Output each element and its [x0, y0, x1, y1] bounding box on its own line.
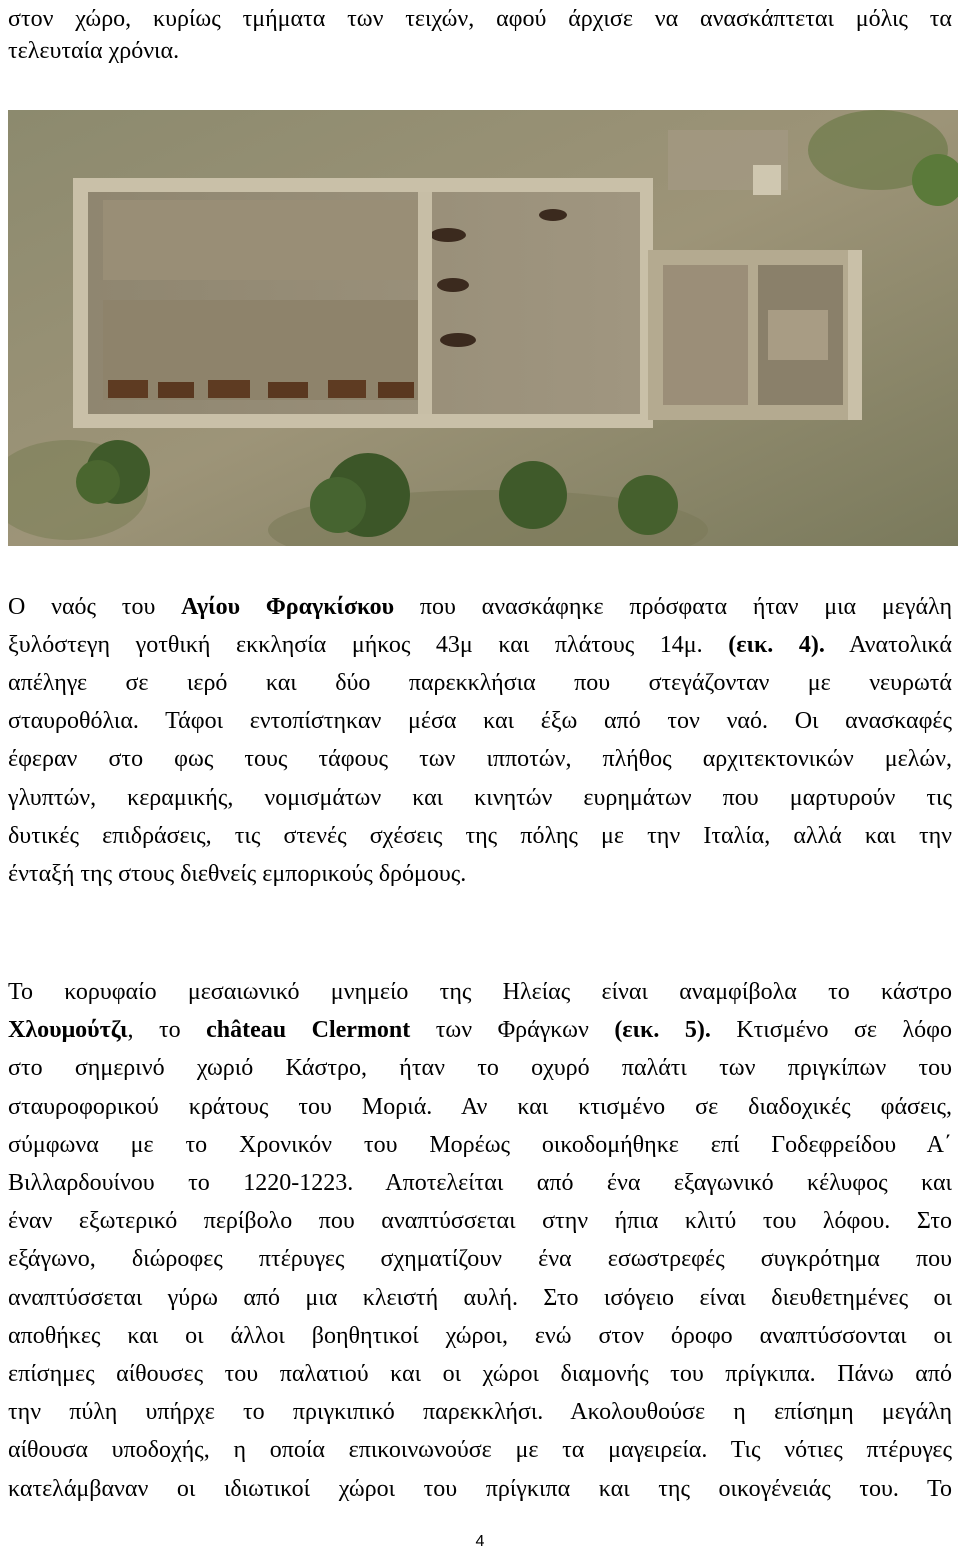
- para1-line-4: σταυροθόλια. Τάφοι εντοπίστηκαν μέσα και έξω από τον ναό. Οι ανασκαφές: [8, 708, 952, 734]
- para1-line-6: γλυπτών, κεραμικής, νομισμάτων και κινητών ευρημάτων που μαρτυρούν τις: [8, 785, 952, 811]
- para1-line-8: ένταξή της στους διεθνείς εμπορικούς δρόμους.: [8, 861, 467, 887]
- para2-line-4: σταυροφορικού κράτους του Μοριά. Αν και κτισμένο σε διαδοχικές φάσεις,: [8, 1094, 952, 1120]
- para2-line-1: Το κορυφαίο μεσαιωνικό μνημείο της Ηλείας είναι αναμφίβολα το κάστρο: [8, 979, 952, 1005]
- para2-line-12: την πύλη υπήρχε το πριγκιπικό παρεκκλήσι. Ακολουθούσε η επίσημη μεγάλη: [8, 1399, 952, 1425]
- para2-line-13: αίθουσα υποδοχής, η οποία επικοινωνούσε με τα μαγειρεία. Τις νότιες πτέρυγες: [8, 1437, 952, 1463]
- para2-line-14: κατελάμβαναν οι ιδιωτικοί χώροι του πρίγκιπα και της οικογένειάς του. Το: [8, 1476, 952, 1502]
- para2-line-7: έναν εξωτερικό περίβολο που αναπτύσσεται στην ήπια κλιτύ του λόφου. Στο: [8, 1208, 952, 1234]
- page-number: 4: [475, 1533, 485, 1550]
- para2-line-5: σύμφωνα με το Χρονικόν του Μορέως οικοδομήθηκε επί Γοδεφρείδου Α΄: [8, 1132, 952, 1158]
- church-name: Αγίου Φραγκίσκου: [181, 594, 395, 620]
- para1-text: Ανατολικά: [824, 632, 952, 658]
- para2-text: των Φράγκων: [410, 1017, 615, 1043]
- photo-svg: [8, 110, 958, 546]
- intro-line-2: τελευταία χρόνια.: [8, 38, 180, 64]
- para1-text: ξυλόστεγη γοτθική εκκλησία μήκος 43μ και πλάτους 14μ.: [8, 632, 729, 658]
- para2-line-3: στο σημερινό χωριό Κάστρο, ήταν το οχυρό παλάτι των πριγκίπων του: [8, 1055, 952, 1081]
- para2-line-6: Βιλλαρδουίνου το 1220-1223. Αποτελείται από ένα εξαγωνικό κέλυφος και: [8, 1170, 952, 1196]
- figure-ref-4: (εικ. 4).: [728, 632, 825, 658]
- para1-line-7: δυτικές επιδράσεις, τις στενές σχέσεις της πόλης με την Ιταλία, αλλά και την: [8, 823, 952, 849]
- para2-line-10: αποθήκες και οι άλλοι βοηθητικοί χώροι, ενώ στον όροφο αναπτύσσονται οι: [8, 1323, 952, 1349]
- aerial-excavation-photo: [8, 110, 958, 546]
- para1-line-5: έφεραν στο φως τους τάφους των ιπποτών, πλήθος αρχιτεκτονικών μελών,: [8, 746, 952, 772]
- para1-text: Ο ναός του: [8, 594, 182, 620]
- para2-text: , το: [127, 1017, 207, 1043]
- para2-line-11: επίσημες αίθουσες του παλατιού και οι χώροι διαμονής του πρίγκιπα. Πάνω από: [8, 1361, 952, 1387]
- intro-line-1: στον χώρο, κυρίως τμήματα των τειχών, αφού άρχισε να ανασκάπτεται μόλις τα: [8, 6, 952, 32]
- para1-line-1: [8, 592, 952, 622]
- figure-ref-5: (εικ. 5).: [614, 1017, 711, 1043]
- para1-text: που ανασκάφηκε πρόσφατα ήταν μια μεγάλη: [394, 594, 953, 620]
- para2-text: Κτισμένο σε λόφο: [710, 1017, 952, 1043]
- para1-line-2: [8, 630, 952, 660]
- para2-line-8: εξάγωνο, διώροφες πτέρυγες σχηματίζουν ένα εσωστρεφές συγκρότημα που: [8, 1246, 952, 1272]
- para2-line-2: [8, 1015, 952, 1045]
- para1-line-3: απέληγε σε ιερό και δύο παρεκκλήσια που στεγάζονταν με νευρωτά: [8, 670, 952, 696]
- para2-line-9: αναπτύσσεται γύρω από μια κλειστή αυλή. Στο ισόγειο είναι διευθετημένες οι: [8, 1285, 952, 1311]
- castle-french-name: château Clermont: [206, 1017, 411, 1043]
- castle-name: Χλουμούτζι: [8, 1017, 128, 1043]
